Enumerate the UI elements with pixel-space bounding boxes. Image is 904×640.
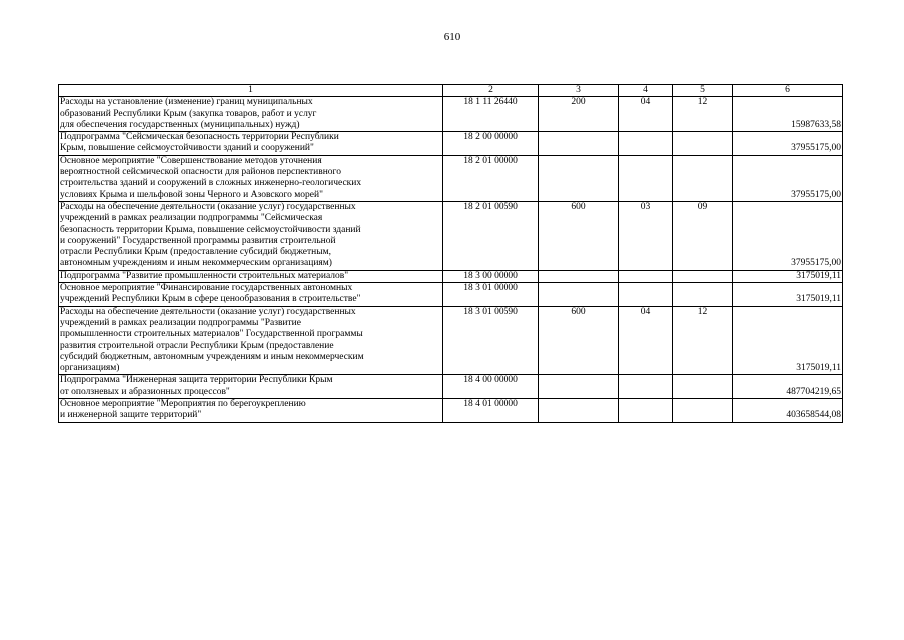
column-header: 4 xyxy=(619,85,673,97)
amount-cell: 3175019,11 xyxy=(733,306,843,375)
section-cell xyxy=(619,283,673,307)
subsection-cell: 09 xyxy=(673,201,733,270)
row-name-line: автономным учреждениям и иным некоммерческим организациям) xyxy=(60,258,332,269)
section-cell: 04 xyxy=(619,97,673,132)
row-name-line: образований Республики Крым (закупка товаров, работ и услуг xyxy=(60,108,317,119)
subsection-cell xyxy=(673,270,733,282)
row-name-line: отрасли Республики Крым (предоставление субсидий бюджетным, xyxy=(60,247,332,258)
row-name-line: вероятностной сейсмической опасности для районов перспективного xyxy=(60,167,341,178)
column-header: 1 xyxy=(59,85,443,97)
row-name-line: учреждений Республики Крым в сфере ценообразования в строительстве" xyxy=(60,294,361,305)
target-code-cell: 18 2 01 00000 xyxy=(443,155,539,201)
expense-type-cell: 600 xyxy=(539,306,619,375)
table-row xyxy=(59,155,843,201)
section-cell xyxy=(619,399,673,423)
expense-type-cell xyxy=(539,270,619,282)
row-name-cell xyxy=(59,283,443,307)
row-name-line: учреждений в рамках реализации подпрограммы "Развитие xyxy=(60,317,301,328)
row-name-line: промышленности строительных материалов" Государственной программы xyxy=(60,329,363,340)
row-name-line: для обеспечения государственных (муниципальных) нужд) xyxy=(60,119,300,130)
target-code-cell: 18 3 00 00000 xyxy=(443,270,539,282)
target-code-cell: 18 4 00 00000 xyxy=(443,375,539,399)
target-code-cell: 18 2 01 00590 xyxy=(443,201,539,270)
expense-type-cell xyxy=(539,399,619,423)
expense-type-cell: 600 xyxy=(539,201,619,270)
table-row xyxy=(59,132,843,156)
amount-cell: 3175019,11 xyxy=(733,270,843,282)
amount-cell: 37955175,00 xyxy=(733,132,843,156)
row-name-cell xyxy=(59,97,443,132)
table-header-row xyxy=(59,85,843,97)
column-header: 5 xyxy=(673,85,733,97)
row-name-line: от оползневых и абразионных процессов" xyxy=(60,386,230,397)
table-row xyxy=(59,270,843,282)
row-name-line: Подпрограмма "Инженерная защита территории Республики Крым xyxy=(60,375,333,386)
row-name-cell xyxy=(59,132,443,156)
section-cell xyxy=(619,155,673,201)
target-code-cell: 18 3 01 00000 xyxy=(443,283,539,307)
expense-type-cell xyxy=(539,132,619,156)
row-name-cell xyxy=(59,375,443,399)
row-name-line: Подпрограмма "Сейсмическая безопасность территории Республики xyxy=(60,132,339,143)
row-name-cell xyxy=(59,270,443,282)
row-name-line: Расходы на установление (изменение) границ муниципальных xyxy=(60,97,313,108)
row-name-line: субсидий бюджетным, автономным учреждениям и иным некоммерческим xyxy=(60,351,364,362)
row-name-line: развития строительной отрасли Республики Крым (предоставление xyxy=(60,340,334,351)
row-name-line: Подпрограмма "Развитие промышленности строительных материалов" xyxy=(60,270,349,281)
page-number: 610 xyxy=(443,31,461,43)
subsection-cell xyxy=(673,155,733,201)
row-name-line: Основное мероприятие "Совершенствование методов уточнения xyxy=(60,155,322,166)
section-cell: 03 xyxy=(619,201,673,270)
table-row xyxy=(59,283,843,307)
table-row xyxy=(59,201,843,270)
expense-type-cell: 200 xyxy=(539,97,619,132)
amount-cell: 3175019,11 xyxy=(733,283,843,307)
amount-cell: 487704219,65 xyxy=(733,375,843,399)
row-name-line: Основное мероприятие "Мероприятия по берегоукреплению xyxy=(60,399,306,410)
subsection-cell: 12 xyxy=(673,306,733,375)
amount-cell: 37955175,00 xyxy=(733,201,843,270)
amount-cell: 15987633,58 xyxy=(733,97,843,132)
section-cell xyxy=(619,375,673,399)
row-name-cell xyxy=(59,306,443,375)
expense-type-cell xyxy=(539,375,619,399)
row-name-cell xyxy=(59,155,443,201)
section-cell xyxy=(619,270,673,282)
row-name-cell xyxy=(59,399,443,423)
row-name-line: безопасность территории Крыма, повышение сейсмоустойчивости зданий xyxy=(60,224,361,235)
row-name-line: и инженерной защите территорий" xyxy=(60,410,202,421)
subsection-cell xyxy=(673,132,733,156)
subsection-cell xyxy=(673,399,733,423)
amount-cell: 403658544,08 xyxy=(733,399,843,423)
target-code-cell: 18 2 00 00000 xyxy=(443,132,539,156)
row-name-line: Крым, повышение сейсмоустойчивости зданий и сооружений" xyxy=(60,143,314,154)
row-name-line: организациям) xyxy=(60,363,120,374)
expense-type-cell xyxy=(539,155,619,201)
row-name-line: Основное мероприятие "Финансирование государственных автономных xyxy=(60,283,353,294)
row-name-line: Расходы на обеспечение деятельности (оказание услуг) государственных xyxy=(60,201,356,212)
subsection-cell xyxy=(673,375,733,399)
row-name-cell xyxy=(59,201,443,270)
target-code-cell: 18 4 01 00000 xyxy=(443,399,539,423)
amount-cell: 37955175,00 xyxy=(733,155,843,201)
subsection-cell: 12 xyxy=(673,97,733,132)
column-header: 2 xyxy=(443,85,539,97)
row-name-line: учреждений в рамках реализации подпрограммы "Сейсмическая xyxy=(60,213,323,224)
target-code-cell: 18 1 11 26440 xyxy=(443,97,539,132)
column-header: 3 xyxy=(539,85,619,97)
section-cell xyxy=(619,132,673,156)
row-name-line: Расходы на обеспечение деятельности (оказание услуг) государственных xyxy=(60,306,356,317)
column-header: 6 xyxy=(733,85,843,97)
expense-type-cell xyxy=(539,283,619,307)
subsection-cell xyxy=(673,283,733,307)
section-cell: 04 xyxy=(619,306,673,375)
table-row xyxy=(59,399,843,423)
budget-table xyxy=(58,84,843,423)
table-row xyxy=(59,97,843,132)
row-name-line: и сооружений" Государственной программы развития строительной xyxy=(60,235,336,246)
row-name-line: условиях Крыма и шельфовой зоны Черного и Азовского морей" xyxy=(60,189,323,200)
target-code-cell: 18 3 01 00590 xyxy=(443,306,539,375)
table-row xyxy=(59,375,843,399)
table-row xyxy=(59,306,843,375)
row-name-line: строительства зданий и сооружений в сложных инженерно-геологических xyxy=(60,178,362,189)
